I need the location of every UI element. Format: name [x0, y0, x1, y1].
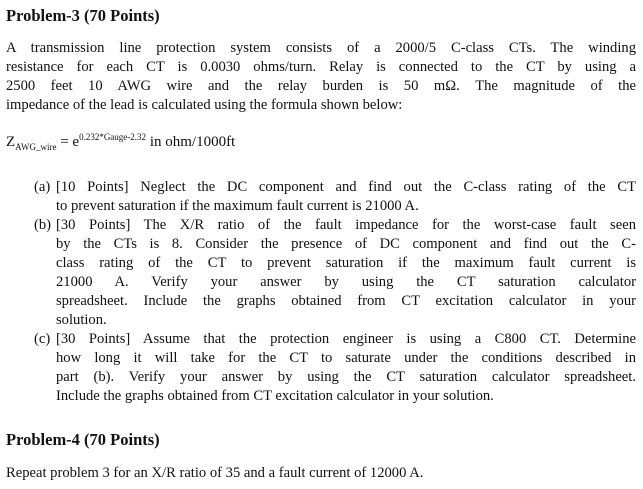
text-line: Include the graphs obtained from CT excitation calculator in your solution.: [56, 388, 494, 404]
part-label: (b): [34, 217, 52, 233]
text-line: 21000 A. Verify your answer by using the CT saturation calculator: [56, 274, 636, 290]
problem-4-text: Repeat problem 3 for an X/R ratio of 35 and a fault current of 12000 A.: [6, 465, 424, 481]
text-line: 2500 feet 10 AWG wire and the relay burden is 50 mΩ. The magnitude of the: [6, 78, 636, 94]
text-line: [30 Points] Assume that the protection engineer is using a C800 CT. Determine: [56, 331, 636, 347]
problem-3-parts: [34, 178, 636, 406]
text-line: [10 Points] Neglect the DC component and find out the C-class rating of the CT: [56, 179, 636, 195]
formula: $Z_{AWG\_wire} = e^{0.232*Gauge-2.32}$ in ohm/1000ft: [6, 132, 236, 152]
text-line: A transmission line protection system consists of a 2000/5 C-class CTs. The winding: [6, 40, 636, 56]
problem-4-heading: Problem-4 (70 Points): [6, 430, 160, 449]
problem-3-intro: [6, 39, 636, 115]
text-line: how long it will take for the CT to saturate under the conditions described in: [56, 350, 636, 366]
text-line: by the CTs is 8. Consider the presence of DC component and find out the C-: [56, 236, 636, 252]
problem-part: [34, 178, 636, 216]
text-line: impedance of the lead is calculated using the formula shown below:: [6, 97, 403, 113]
text-line: to prevent saturation if the maximum fault current is 21000 A.: [56, 198, 419, 214]
part-label: (a): [34, 179, 51, 195]
part-label: (c): [34, 331, 51, 347]
text-line: class rating of the CT to prevent saturation if the maximum fault current is: [56, 255, 636, 271]
problem-3-heading: Problem-3 (70 Points): [6, 6, 160, 25]
text-line: part (b). Verify your answer by using the CT saturation calculator spreadsheet.: [56, 369, 636, 385]
text-line: solution.: [56, 312, 107, 328]
problem-part: [34, 216, 636, 330]
text-line: resistance for each CT is 0.0030 ohms/turn. Relay is connected to the CT by using a: [6, 59, 636, 75]
text-line: spreadsheet. Include the graphs obtained from CT excitation calculator in your: [56, 293, 636, 309]
text-line: [30 Points] The X/R ratio of the fault impedance for the worst-case fault seen: [56, 217, 636, 233]
problem-part: [34, 330, 636, 406]
